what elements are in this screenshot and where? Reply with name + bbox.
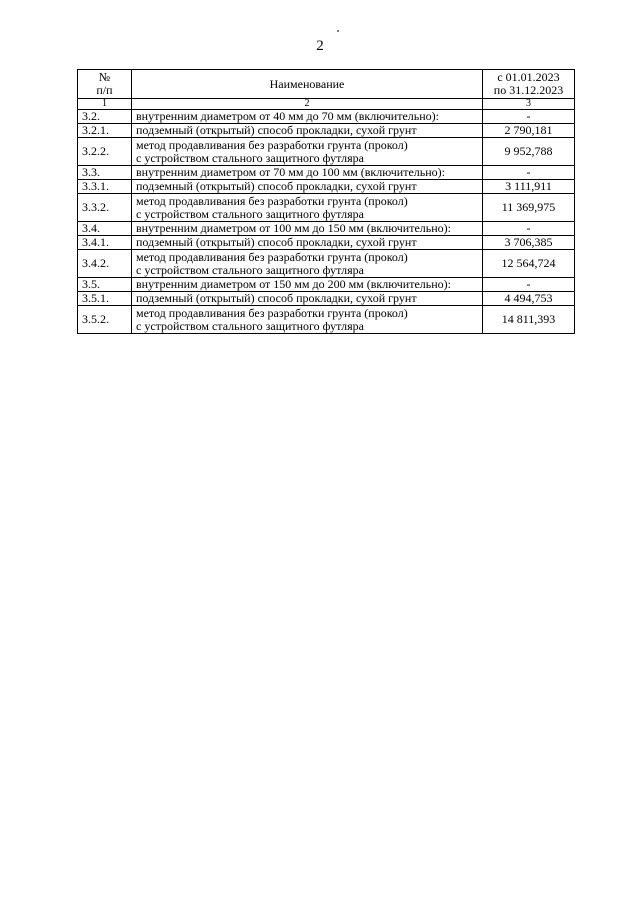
row-value: 2 790,181 [483,124,575,138]
row-name-line: подземный (открытый) способ прокладки, сухой грунт [136,123,417,137]
row-number: 3.5. [78,278,132,292]
row-name-line: подземный (открытый) способ прокладки, сухой грунт [136,179,417,193]
row-value: 14 811,393 [483,306,575,334]
row-value: 3 706,385 [483,236,575,250]
column-index-2: 2 [132,99,483,110]
row-name-line: с устройством стального защитного футляра [136,150,364,165]
table-body [78,110,575,334]
table-header-row [78,70,575,99]
row-number: 3.3.1. [78,180,132,194]
table-row [78,278,575,292]
row-name [132,138,483,166]
row-value: 3 111,911 [483,180,575,194]
scan-speck [337,30,339,32]
row-value: - [483,166,575,180]
row-number: 3.2.1. [78,124,132,138]
table-row [78,250,575,278]
row-number: 3.5.1. [78,292,132,306]
page-number: 2 [316,38,324,54]
row-number: 3.4. [78,222,132,236]
table-row [78,138,575,166]
row-value: - [483,222,575,236]
header-number-line2: п/п [96,83,113,97]
table-row [78,166,575,180]
row-name-line: внутренним диаметром от 150 мм до 200 мм (включительно): [136,277,451,291]
column-index-row [78,99,575,110]
header-period-cell [483,70,575,99]
table-row [78,110,575,124]
row-name [132,222,483,236]
header-number-line1: № [98,70,111,84]
table-row [78,236,575,250]
row-name [132,292,483,306]
row-value: 11 369,975 [483,194,575,222]
row-number: 3.3.2. [78,194,132,222]
row-name [132,166,483,180]
table-row [78,124,575,138]
row-name-line: подземный (открытый) способ прокладки, сухой грунт [136,235,417,249]
row-number: 3.4.1. [78,236,132,250]
row-name [132,194,483,222]
row-number: 3.3. [78,166,132,180]
row-name-line: внутренним диаметром от 70 мм до 100 мм (включительно): [136,165,445,179]
tariff-table [77,69,575,334]
row-value: 12 564,724 [483,250,575,278]
row-name [132,110,483,124]
row-name-line: внутренним диаметром от 40 мм до 70 мм (включительно): [136,109,439,123]
header-period-line1: с 01.01.2023 [497,70,560,84]
row-value: - [483,110,575,124]
table-row [78,180,575,194]
row-name-line: метод продавливания без разработки грунта (прокол) [136,137,408,152]
row-name-line: метод продавливания без разработки грунта (прокол) [136,193,408,208]
header-number-cell [78,70,132,99]
table-row [78,194,575,222]
row-number: 3.2. [78,110,132,124]
row-number: 3.4.2. [78,250,132,278]
row-name [132,278,483,292]
column-index-3: 3 [483,99,575,110]
row-name [132,306,483,334]
row-name-line: с устройством стального защитного футляра [136,318,364,333]
row-number: 3.2.2. [78,138,132,166]
header-period-line2: по 31.12.2023 [493,83,564,97]
row-name [132,236,483,250]
row-name-line: подземный (открытый) способ прокладки, сухой грунт [136,291,417,305]
table-row [78,306,575,334]
row-name-line: с устройством стального защитного футляра [136,206,364,221]
row-value: 9 952,788 [483,138,575,166]
row-value: 4 494,753 [483,292,575,306]
row-name [132,180,483,194]
table-row [78,292,575,306]
column-index-1: 1 [78,99,132,110]
table-row [78,222,575,236]
row-value: - [483,278,575,292]
row-name-line: метод продавливания без разработки грунта (прокол) [136,305,408,320]
header-name-cell: Наименование [132,70,483,99]
row-name-line: с устройством стального защитного футляра [136,262,364,277]
row-number: 3.5.2. [78,306,132,334]
row-name-line: метод продавливания без разработки грунта (прокол) [136,249,408,264]
row-name [132,124,483,138]
row-name [132,250,483,278]
row-name-line: внутренним диаметром от 100 мм до 150 мм (включительно): [136,221,451,235]
